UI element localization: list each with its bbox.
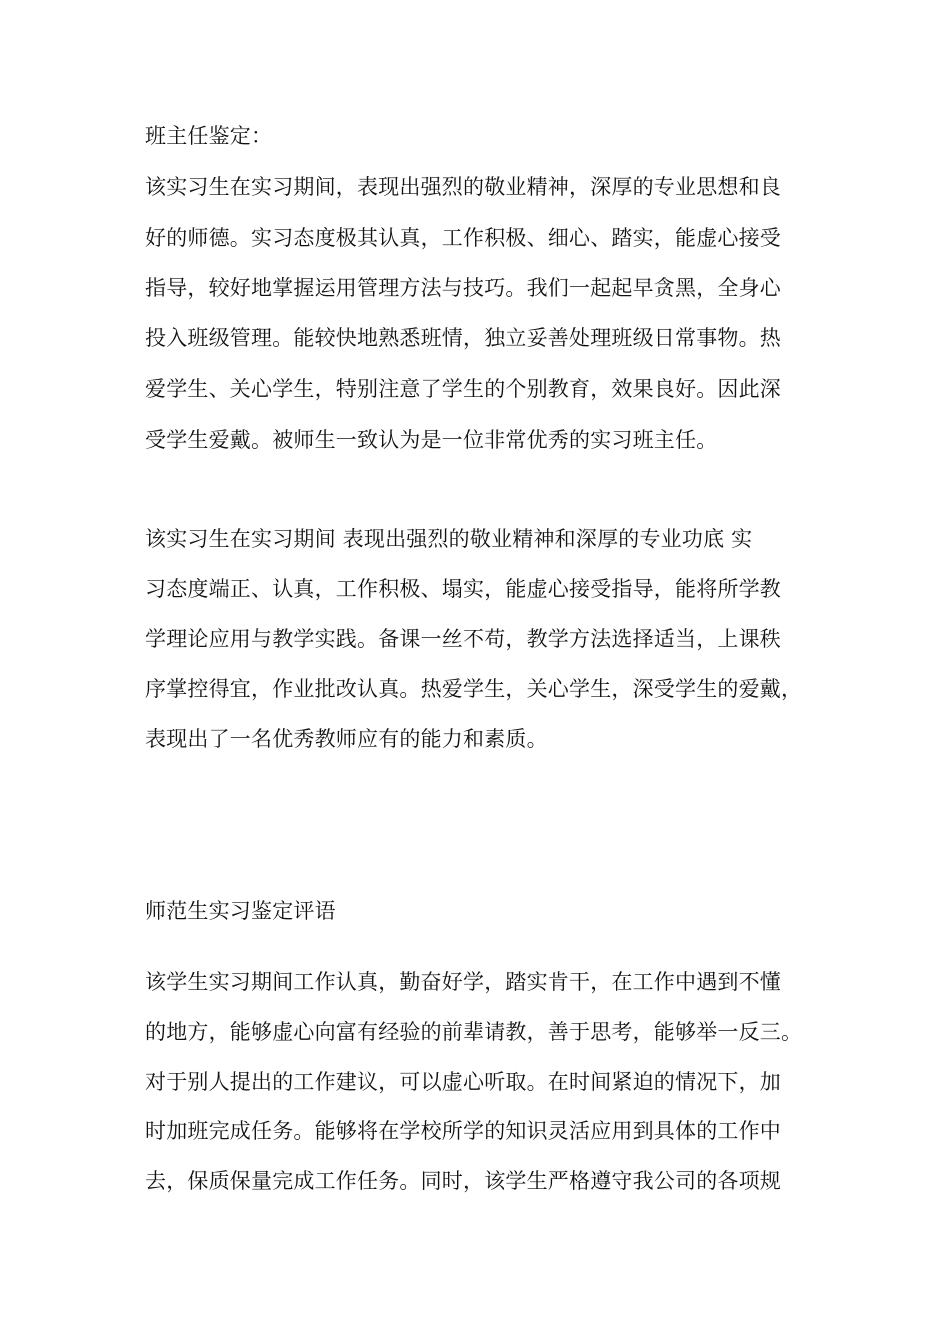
paragraph-line: 指导，较好地掌握运用管理方法与技巧。我们一起起早贪黑，全身心: [145, 276, 781, 300]
section-heading-evaluation: 师范生实习鉴定评语: [145, 899, 336, 923]
paragraph-line: 去，保质保量完成工作任务。同时，该学生严格遵守我公司的各项规: [145, 1169, 781, 1193]
paragraph-line: 习态度端正、认真，工作积极、塌实，能虚心接受指导，能将所学教: [145, 577, 781, 601]
paragraph-line: 表现出了一名优秀教师应有的能力和素质。: [145, 727, 548, 751]
paragraph-line: 该学生实习期间工作认真，勤奋好学，踏实肯干，在工作中遇到不懂: [145, 970, 781, 994]
section-heading-class-teacher: 班主任鉴定：: [145, 124, 273, 148]
paragraph-line: 该实习生在实习期间 表现出强烈的敬业精神和深厚的专业功底 实: [145, 527, 753, 551]
paragraph-line: 学理论应用与教学实践。备课一丝不苟，教学方法选择适当，上课秩: [145, 627, 781, 651]
paragraph-line: 时加班完成任务。能够将在学校所学的知识灵活应用到具体的工作中: [145, 1119, 781, 1143]
paragraph-line: 投入班级管理。能较快地熟悉班情，独立妥善处理班级日常事物。热: [145, 326, 781, 350]
paragraph-line: 受学生爱戴。被师生一致认为是一位非常优秀的实习班主任。: [145, 428, 718, 452]
paragraph-line: 对于别人提出的工作建议，可以虚心听取。在时间紧迫的情况下，加: [145, 1070, 781, 1094]
paragraph-line: 好的师德。实习态度极其认真，工作积极、细心、踏实，能虚心接受: [145, 226, 781, 250]
paragraph-line: 的地方，能够虚心向富有经验的前辈请教，善于思考，能够举一反三。: [145, 1020, 803, 1044]
paragraph-line: 该实习生在实习期间，表现出强烈的敬业精神，深厚的专业思想和良: [145, 175, 781, 199]
paragraph-line: 爱学生、关心学生，特别注意了学生的个别教育，效果良好。因此深: [145, 377, 781, 401]
paragraph-line: 序掌控得宜，作业批改认真。热爱学生，关心学生，深受学生的爱戴，: [145, 677, 803, 701]
